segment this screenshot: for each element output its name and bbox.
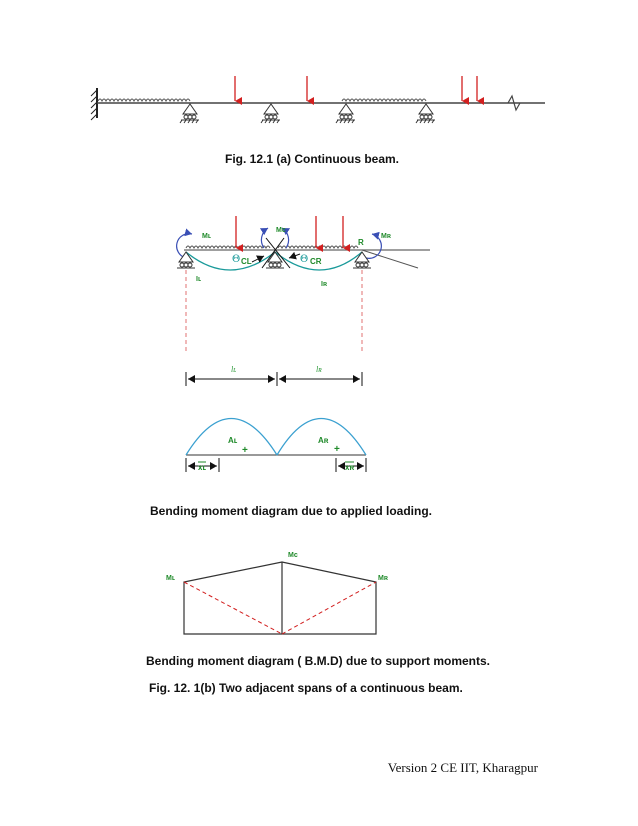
moment-arc-MR [366, 234, 381, 258]
theta-symbol: Θ [232, 254, 241, 265]
label-bmd-MR: Mʀ [378, 575, 388, 582]
caption-fig-1b: Fig. 12. 1(b) Two adjacent spans of a continuous beam. [149, 681, 463, 695]
roller-support-3 [336, 104, 355, 123]
centroid-plus-right: + [334, 444, 340, 455]
theta-symbol: Θ [300, 254, 309, 265]
label-lR: lʀ [316, 365, 322, 374]
label-lL: lʟ [231, 365, 237, 374]
continuous-beam [91, 76, 545, 123]
bmd-applied-loading [186, 419, 366, 473]
udl-right [278, 246, 358, 248]
page-footer: Version 2 CE IIT, Kharagpur [387, 760, 538, 775]
support-C [266, 252, 284, 268]
label-MC: Mc [276, 227, 286, 234]
label-theta-CR: CR [310, 257, 322, 266]
two-span-beam [177, 216, 430, 352]
influence-dashed-left [184, 582, 282, 634]
deflected-shape-left [186, 252, 275, 270]
label-AR: Aʀ [318, 436, 329, 445]
roller-support-1 [180, 104, 199, 123]
caption-bmd-applied: Bending moment diagram due to applied loading. [150, 504, 433, 518]
bmd-support-moments [166, 552, 389, 634]
theta-CL [232, 254, 252, 266]
udl-span-1 [98, 99, 190, 101]
support-R [353, 252, 371, 268]
span-dimensions [186, 365, 362, 386]
label-xR: xʀ [345, 463, 355, 472]
caption-bmd-support: Bending moment diagram ( B.M.D) due to support moments. [146, 654, 491, 668]
label-bmd-MC: Mc [288, 552, 298, 559]
influence-dashed-right [282, 582, 376, 634]
label-xL: xʟ [198, 463, 207, 472]
label-ML: Mʟ [202, 233, 211, 240]
udl-span-3 [342, 99, 426, 101]
theta-CR [300, 254, 322, 266]
centroid-plus-left: + [242, 445, 248, 456]
label-theta-CL: CL [241, 257, 252, 266]
udl-left [186, 246, 270, 248]
label-bmd-ML: Mʟ [166, 575, 175, 582]
label-MR: Mʀ [381, 233, 391, 240]
label-R: R [358, 238, 364, 247]
beam-extension [362, 250, 418, 268]
roller-support-2 [261, 104, 280, 123]
label-IR: Iʀ [321, 281, 328, 288]
roller-support-4 [416, 104, 435, 123]
moment-arc-MC-left [261, 228, 268, 248]
rotation-arrow-right [289, 254, 300, 258]
label-AL: Aʟ [228, 436, 238, 445]
bmd-support-outline [184, 562, 376, 634]
label-IL: Iʟ [196, 276, 202, 283]
fig1-caption: Fig. 12.1 (a) Continuous beam. [225, 152, 400, 166]
